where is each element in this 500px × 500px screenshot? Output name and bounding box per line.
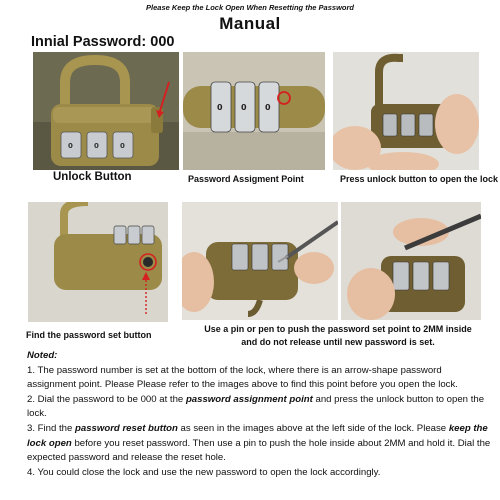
- svg-text:0: 0: [120, 142, 125, 150]
- caption-use-pin: Use a pin or pen to push the password set point to 2MM inside and do not release until new password is set.: [204, 324, 472, 347]
- notes-heading: Noted:: [27, 350, 58, 361]
- initial-password-label: Innial Password: 000: [31, 34, 175, 50]
- caption-find-set-button: Find the password set button: [26, 330, 152, 340]
- svg-text:0: 0: [94, 142, 99, 150]
- svg-text:0: 0: [217, 103, 223, 112]
- note-3: 3. Find the password reset button as seen in the images above at the left side of the lock. Please keep the lock open before you reset password. Then use a pin to push the hole inside about 2MM and hold it. Dial the expected password and release the reset hole.: [27, 422, 491, 464]
- caption-assignment-point: Password Assigment Point: [188, 174, 304, 184]
- caption-press-unlock: Press unlock button to open the lock: [340, 174, 499, 184]
- note-4: 4. You could close the lock and use the new password to open the lock accordingly.: [27, 466, 381, 478]
- note-2: 2. Dial the password to be 000 at the password assignment point and press the unlock button to open the lock.: [27, 393, 485, 420]
- page-title: Manual: [219, 14, 281, 33]
- caption-unlock-button: Unlock Button: [53, 171, 132, 183]
- photo-pen-push: [341, 202, 481, 320]
- top-banner: Please Keep the Lock Open When Resetting the Password: [146, 3, 354, 12]
- note-1: 1. The password number is set at the bottom of the lock, where there is an arrow-shape password assignment point. Please Please refer to the images above to find this point before you open the lock.: [27, 364, 458, 391]
- photo-assignment-point: [183, 52, 325, 170]
- photo-pin-push: [182, 202, 338, 320]
- svg-text:0: 0: [265, 103, 271, 112]
- photo-press-unlock: [333, 52, 479, 170]
- notes-section: [27, 349, 493, 480]
- svg-text:0: 0: [68, 142, 73, 150]
- photo-find-set-button: [28, 202, 168, 322]
- svg-text:0: 0: [241, 103, 247, 112]
- photo-unlock-button: [33, 52, 179, 170]
